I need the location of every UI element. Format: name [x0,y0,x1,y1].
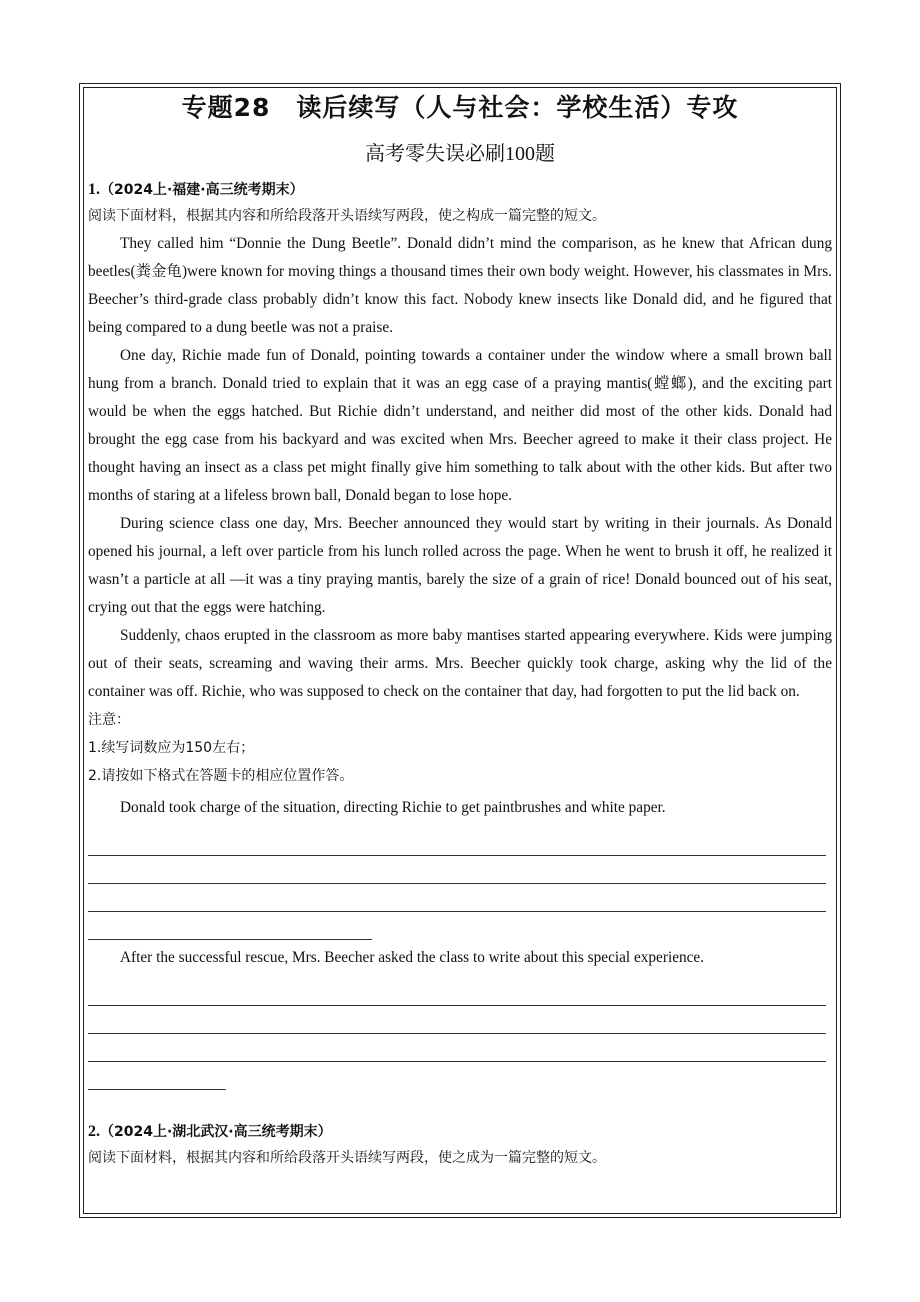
answer-line[interactable] [88,912,372,940]
passage-paragraph: They called him “Donnie the Dung Beetle”. Donald didn’t mind the comparison, as he knew that African dung beetles(粪金龟)were known for moving things a thousand times their own body weight. However, his classmates in Mrs. Beecher’s third-grade class probably didn’t know this fact. Nobody knew insects like Donald did, and he figured that being compared to a dung beetle was not a praise. [88,235,832,336]
answer-line[interactable] [88,1034,826,1062]
question-2-instruction: 阅读下面材料，根据其内容和所给段落开头语续写两段，使之成为一篇完整的短文。 [88,1150,606,1166]
passage-paragraph: During science class one day, Mrs. Beecher announced they would start by writing in their journals. As Donald opened his journal, a left over particle from his lunch rolled across the page. When he went to brush it off, he realized it wasn’t a particle at all —it was a tiny praying mantis, barely the size of a grain of rice! Donald bounced out of his seat, crying out that the eggs were hatching. [88,515,832,616]
page-subtitle: 高考零失误必刷100题 [365,143,555,165]
answer-line[interactable] [88,884,826,912]
content-area [88,178,832,1172]
answer-line[interactable] [88,978,826,1006]
question-2-source: （2024上·湖北武汉·高三统考期末） [100,1124,332,1140]
question-1-number: 1 [88,181,96,198]
question-1-source: （2024上·福建·高三统考期末） [100,182,304,198]
question-2-heading: 2.（2024上·湖北武汉·高三统考期末） [88,1123,332,1140]
paragraph-starter-2: After the successful rescue, Mrs. Beecher asked the class to write about this special experience. [120,949,705,966]
question-2-number: 2 [88,1123,96,1140]
answer-line[interactable] [88,828,826,856]
answer-line[interactable] [88,856,826,884]
paragraph-starter-1: Donald took charge of the situation, directing Richie to get paintbrushes and white paper. [120,799,666,816]
question-1-heading: 1.（2024上·福建·高三统考期末） [88,181,304,198]
answer-line[interactable] [88,1006,826,1034]
notes-label: 注意： [88,712,130,728]
answer-line[interactable] [88,1062,226,1090]
page-title: 专题28 读后续写（人与社会：学校生活）专攻 [181,93,739,122]
note-item: 1.续写词数应为150左右； [88,740,255,756]
question-1-instruction: 阅读下面材料，根据其内容和所给段落开头语续写两段，使之构成一篇完整的短文。 [88,208,606,224]
passage-paragraph: One day, Richie made fun of Donald, pointing towards a container under the window where a small brown ball hung from a branch. Donald tried to explain that it was an egg case of a praying mantis(螳螂), and the exciting part would be when the eggs hatched. But Richie didn’t understand, and neither did most of the other kids. Donald had brought the egg case from his backyard and was excited when Mrs. Beecher agreed to make it their class project. He thought having an insect as a class pet might finally give him something to talk about with the other kids. But after two months of staring at a lifeless brown ball, Donald began to lose hope. [88,347,832,504]
note-item: 2.请按如下格式在答题卡的相应位置作答。 [88,768,354,784]
passage-paragraph: Suddenly, chaos erupted in the classroom as more baby mantises started appearing everywhere. Kids were jumping out of their seats, screaming and waving their arms. Mrs. Beecher quickly took charge, asking why the lid of the container was off. Richie, who was supposed to check on the container that day, had forgotten to put the lid back on. [88,627,832,700]
